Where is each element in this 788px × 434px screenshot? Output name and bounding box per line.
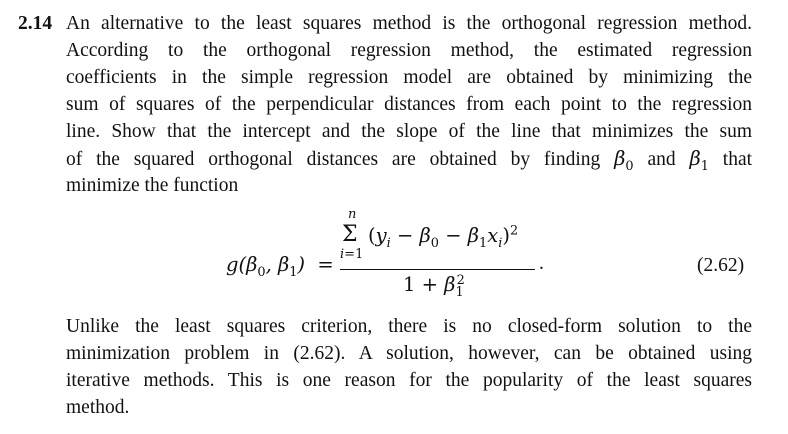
paragraph2-line-2: minimization problem in (2.62). A solution, however, can be obtained using xyxy=(66,343,752,364)
exercise-line-2: According to the orthogonal regression method, the estimated regression xyxy=(66,40,752,61)
sum-lower-limit: i=1 xyxy=(340,247,364,262)
equation-period: . xyxy=(539,253,544,274)
paragraph2-line-4: method. xyxy=(66,397,130,418)
exercise-line-5: line. Show that the intercept and the slope of the line that minimizes the sum xyxy=(66,121,752,142)
exercise-line-3: coefficients in the simple regression model are obtained by minimizing the xyxy=(66,67,752,88)
exercise-line-1: An alternative to the least squares method is the orthogonal regression method. xyxy=(66,13,752,34)
sum-upper-limit: n xyxy=(348,207,357,222)
exercise-number: 2.14 xyxy=(18,13,53,34)
beta1-symbol: $\beta_1$ xyxy=(689,147,709,174)
paragraph2-line-1: Unlike the least squares criterion, there is no closed-form solution to the xyxy=(66,316,752,337)
fraction-bar xyxy=(340,269,535,270)
equation-lhs: $g(\beta_0$, $\beta_1$) = xyxy=(226,253,334,280)
and-word: and xyxy=(647,149,676,170)
exercise-line-7: minimize the function xyxy=(66,175,239,196)
exercise-line-6-tail: that xyxy=(722,149,753,170)
beta0-symbol: $\beta_0$ xyxy=(614,147,634,174)
summation-symbol: Σ xyxy=(342,222,358,247)
equation-label: (2.62) xyxy=(697,255,745,276)
exercise-line-4: sum of squares of the perpendicular distances from each point to the regression xyxy=(66,94,752,115)
equation-2-62 xyxy=(0,205,788,305)
equation-denominator: $1 + \beta_1^2$ xyxy=(403,272,465,300)
exercise-line-6 xyxy=(66,145,752,173)
paragraph2-line-3: iterative methods. This is one reason for the popularity of the least squares xyxy=(66,370,752,391)
exercise-line-6-text: of the squared orthogonal distances are obtained by finding xyxy=(66,149,601,170)
equation-numerator: $(y_i - \beta_0 - \beta_1x_i)^2$ xyxy=(368,223,519,251)
